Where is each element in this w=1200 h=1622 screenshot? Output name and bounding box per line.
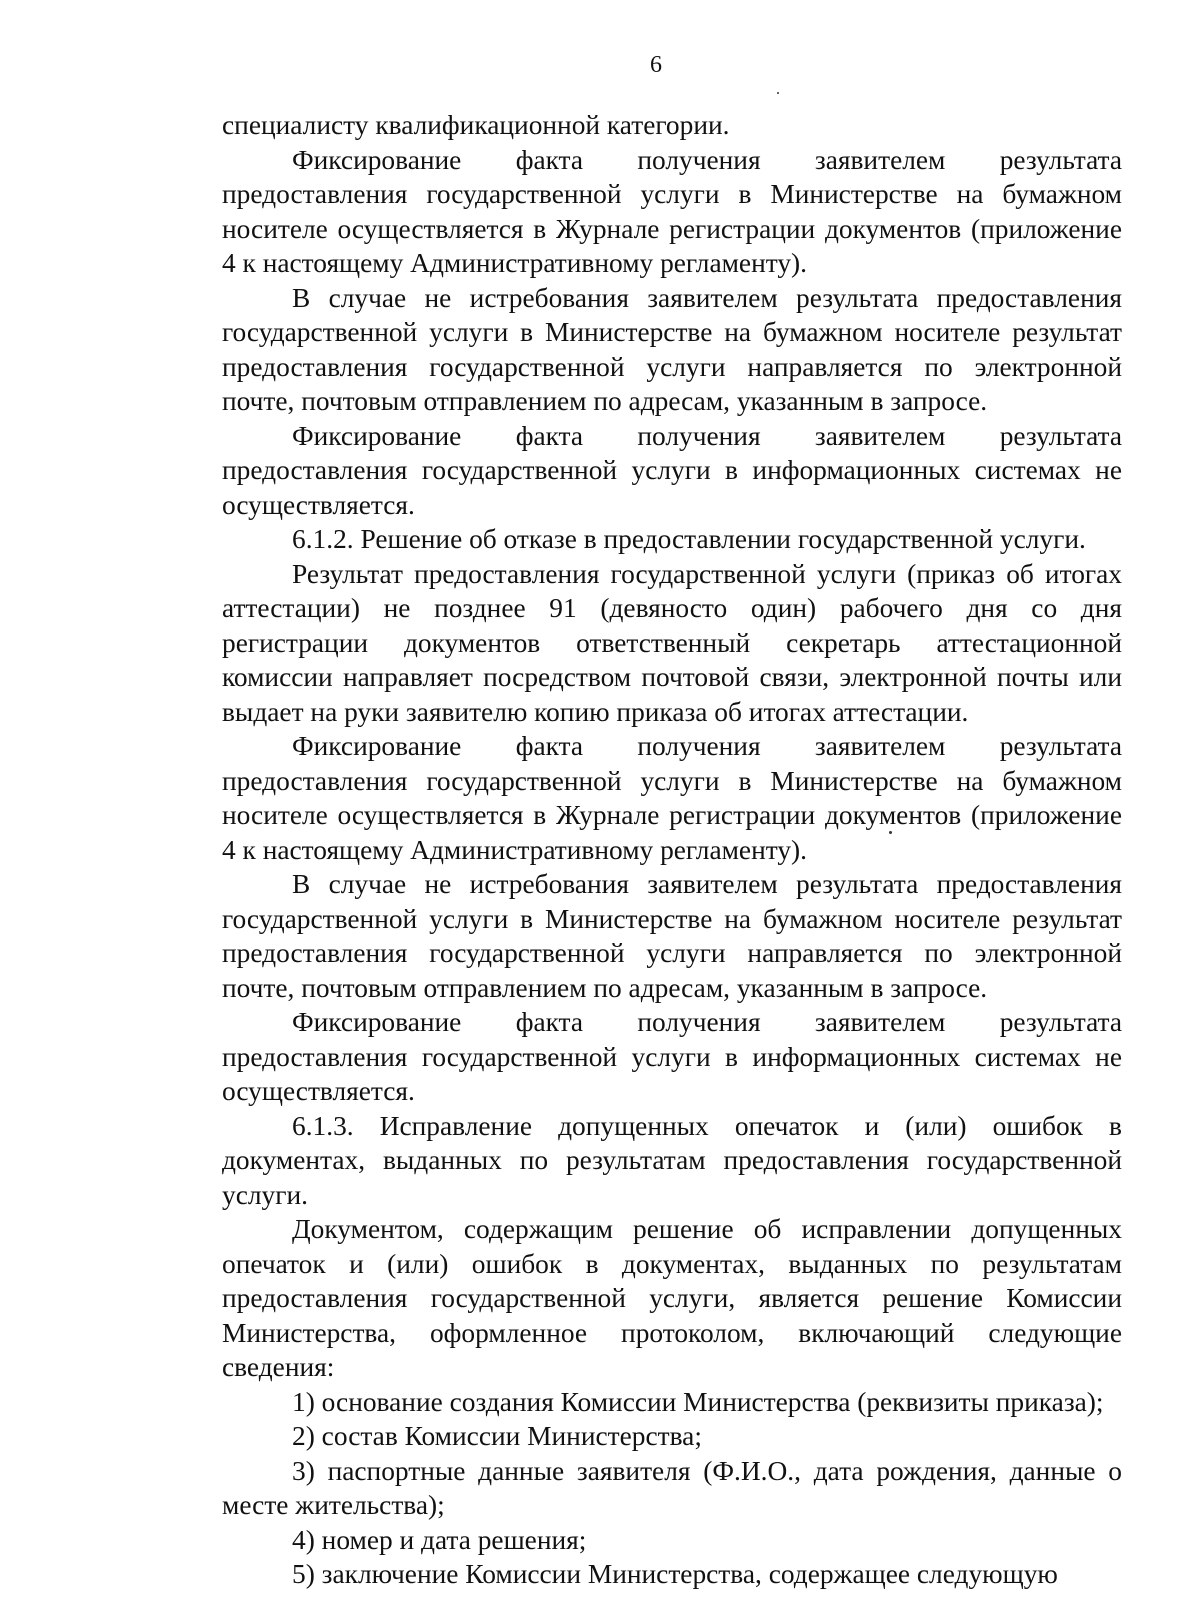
paragraph-continuation: специалисту квалификационной категории. <box>222 110 730 140</box>
scan-artifact-dot <box>777 92 779 94</box>
paragraph: В случае не истребования заявителем результата предоставления государственной услуги в Министерстве на бумажном носителе результат предоставления государственной услуги направляется по электронной почте, почтовым отправлением по адресам, указанным в запросе. <box>222 282 1122 416</box>
list-item: 1) основание создания Комиссии Министерства (реквизиты приказа); <box>292 1386 1104 1417</box>
list-item: 5) заключение Комиссии Министерства, содержащее следующую <box>292 1559 1058 1589</box>
list-item: 2) состав Комиссии Министерства; <box>292 1421 702 1451</box>
page-number: 6 <box>650 52 662 78</box>
list-item: 3) паспортные данные заявителя (Ф.И.О., дата рождения, данные о месте жительства); <box>222 1455 1122 1520</box>
list-item: 4) номер и дата решения; <box>292 1524 587 1555</box>
paragraph: В случае не истребования заявителем результата предоставления государственной услуги в Министерстве на бумажном носителе результат предоставления государственной услуги направляется по электронной почте, почтовым отправлением по адресам, указанным в запросе. <box>222 869 1122 1003</box>
paragraph: Документом, содержащим решение об исправлении допущенных опечаток и (или) ошибок в документах, выданных по результатам предоставления государственной услуги, является решение Комиссии Министерства, оформленное протоколом, включающий следующие сведения: <box>222 1214 1122 1382</box>
section-heading-6-1-3: 6.1.3. Исправление допущенных опечаток и (или) ошибок в документах, выданных по результатам предоставления государственной услуги. <box>222 1110 1122 1210</box>
paragraph: Результат предоставления государственной услуги (приказ об итогах аттестации) не позднее 91 (девяносто один) рабочего дня со дня регистрации документов ответственный секретарь аттестационной комиссии направляет посредством почтовой связи, электронной почты или выдает на руки заявителю копию приказа об итогах аттестации. <box>222 558 1122 727</box>
paragraph: Фиксирование факта получения заявителем результата предоставления государственной услуги в Министерстве на бумажном носителе осуществляется в Журнале регистрации документов (приложение 4 к настоящему Административному регламенту). <box>222 144 1122 278</box>
paragraph: Фиксирование факта получения заявителем результата предоставления государственной услуги в информационных системах не осуществляется. <box>222 1007 1122 1106</box>
paragraph: Фиксирование факта получения заявителем результата предоставления государственной услуги в информационных системах не осуществляется. <box>222 420 1122 520</box>
section-heading-6-1-2: 6.1.2. Решение об отказе в предоставлении государственной услуги. <box>292 524 1086 554</box>
paragraph: Фиксирование факта получения заявителем результата предоставления государственной услуги в Министерстве на бумажном носителе осуществляется в Журнале регистрации документов (приложение 4 к настоящему Административному регламенту). <box>222 731 1122 865</box>
document-body <box>222 108 1122 1592</box>
